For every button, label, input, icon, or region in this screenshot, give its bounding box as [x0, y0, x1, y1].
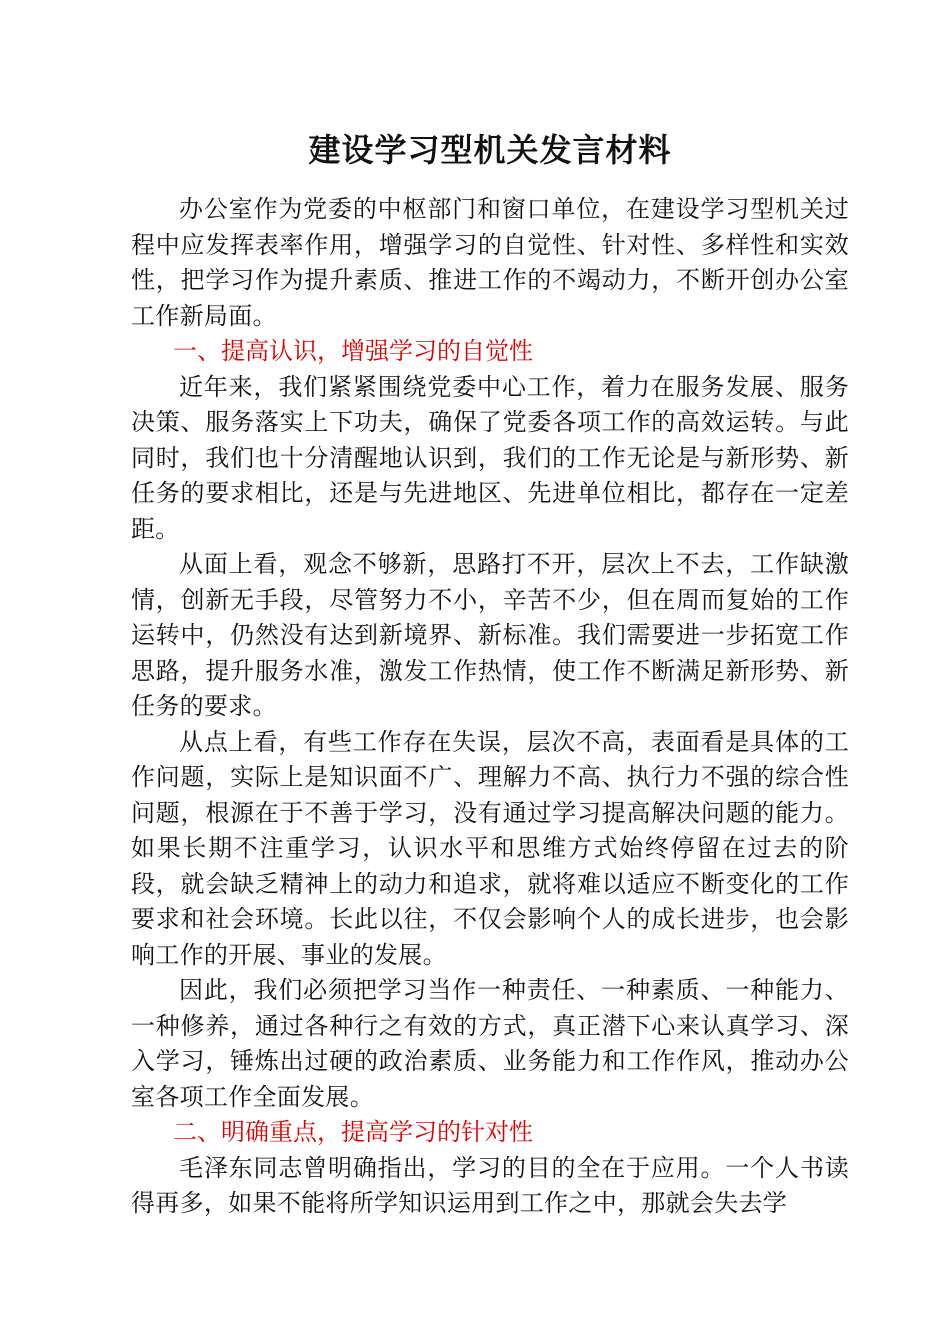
- document-page: [131, 130, 849, 1222]
- body-paragraph: 因此，我们必须把学习当作一种责任、一种素质、一种能力、一种修养，通过各种行之有效的方式，真正潜下心来认真学习、深入学习，锤炼出过硬的政治素质、业务能力和工作作风，推动办公室各项工作全面发展。: [131, 976, 849, 1111]
- body-paragraph: 从点上看，有些工作存在失误，层次不高，表面看是具体的工作问题，实际上是知识面不广、理解力不高、执行力不强的综合性问题，根源在于不善于学习，没有通过学习提高解决问题的能力。如果长期不注重学习，认识水平和思维方式始终停留在过去的阶段，就会缺乏精神上的动力和追求，就将难以适应不断变化的工作要求和社会环境。长此以往，不仅会影响个人的成长进步，也会影响工作的开展、事业的发展。: [131, 727, 849, 969]
- document-title: 建设学习型机关发言材料: [308, 131, 672, 169]
- body-paragraph: 近年来，我们紧紧围绕党委中心工作，着力在服务发展、服务决策、服务落实上下功夫，确保了党委各项工作的高效运转。与此同时，我们也十分清醒地认识到，我们的工作无论是与新形势、新任务的要求相比，还是与先进地区、先进单位相比，都存在一定差距。: [131, 372, 849, 543]
- section-heading-1: 一、提高认识，增强学习的自觉性: [173, 337, 533, 365]
- intro-paragraph: 办公室作为党委的中枢部门和窗口单位，在建设学习型机关过程中应发挥表率作用，增强学习的自觉性、针对性、多样性和实效性，把学习作为提升素质、推进工作的不竭动力，不断开创办公室工作新局面。: [131, 195, 849, 330]
- body-paragraph: 从面上看，观念不够新，思路打不开，层次上不去，工作缺激情，创新无手段，尽管努力不小，辛苦不少，但在周而复始的工作运转中，仍然没有达到新境界、新标准。我们需要进一步拓宽工作思路，提升服务水准，激发工作热情，使工作不断满足新形势、新任务的要求。: [131, 550, 849, 720]
- body-paragraph: 毛泽东同志曾明确指出，学习的目的全在于应用。一个人书读得再多，如果不能将所学知识运用到工作之中，那就会失去学: [131, 1153, 849, 1217]
- section-heading-2: 二、明确重点，提高学习的针对性: [173, 1118, 533, 1146]
